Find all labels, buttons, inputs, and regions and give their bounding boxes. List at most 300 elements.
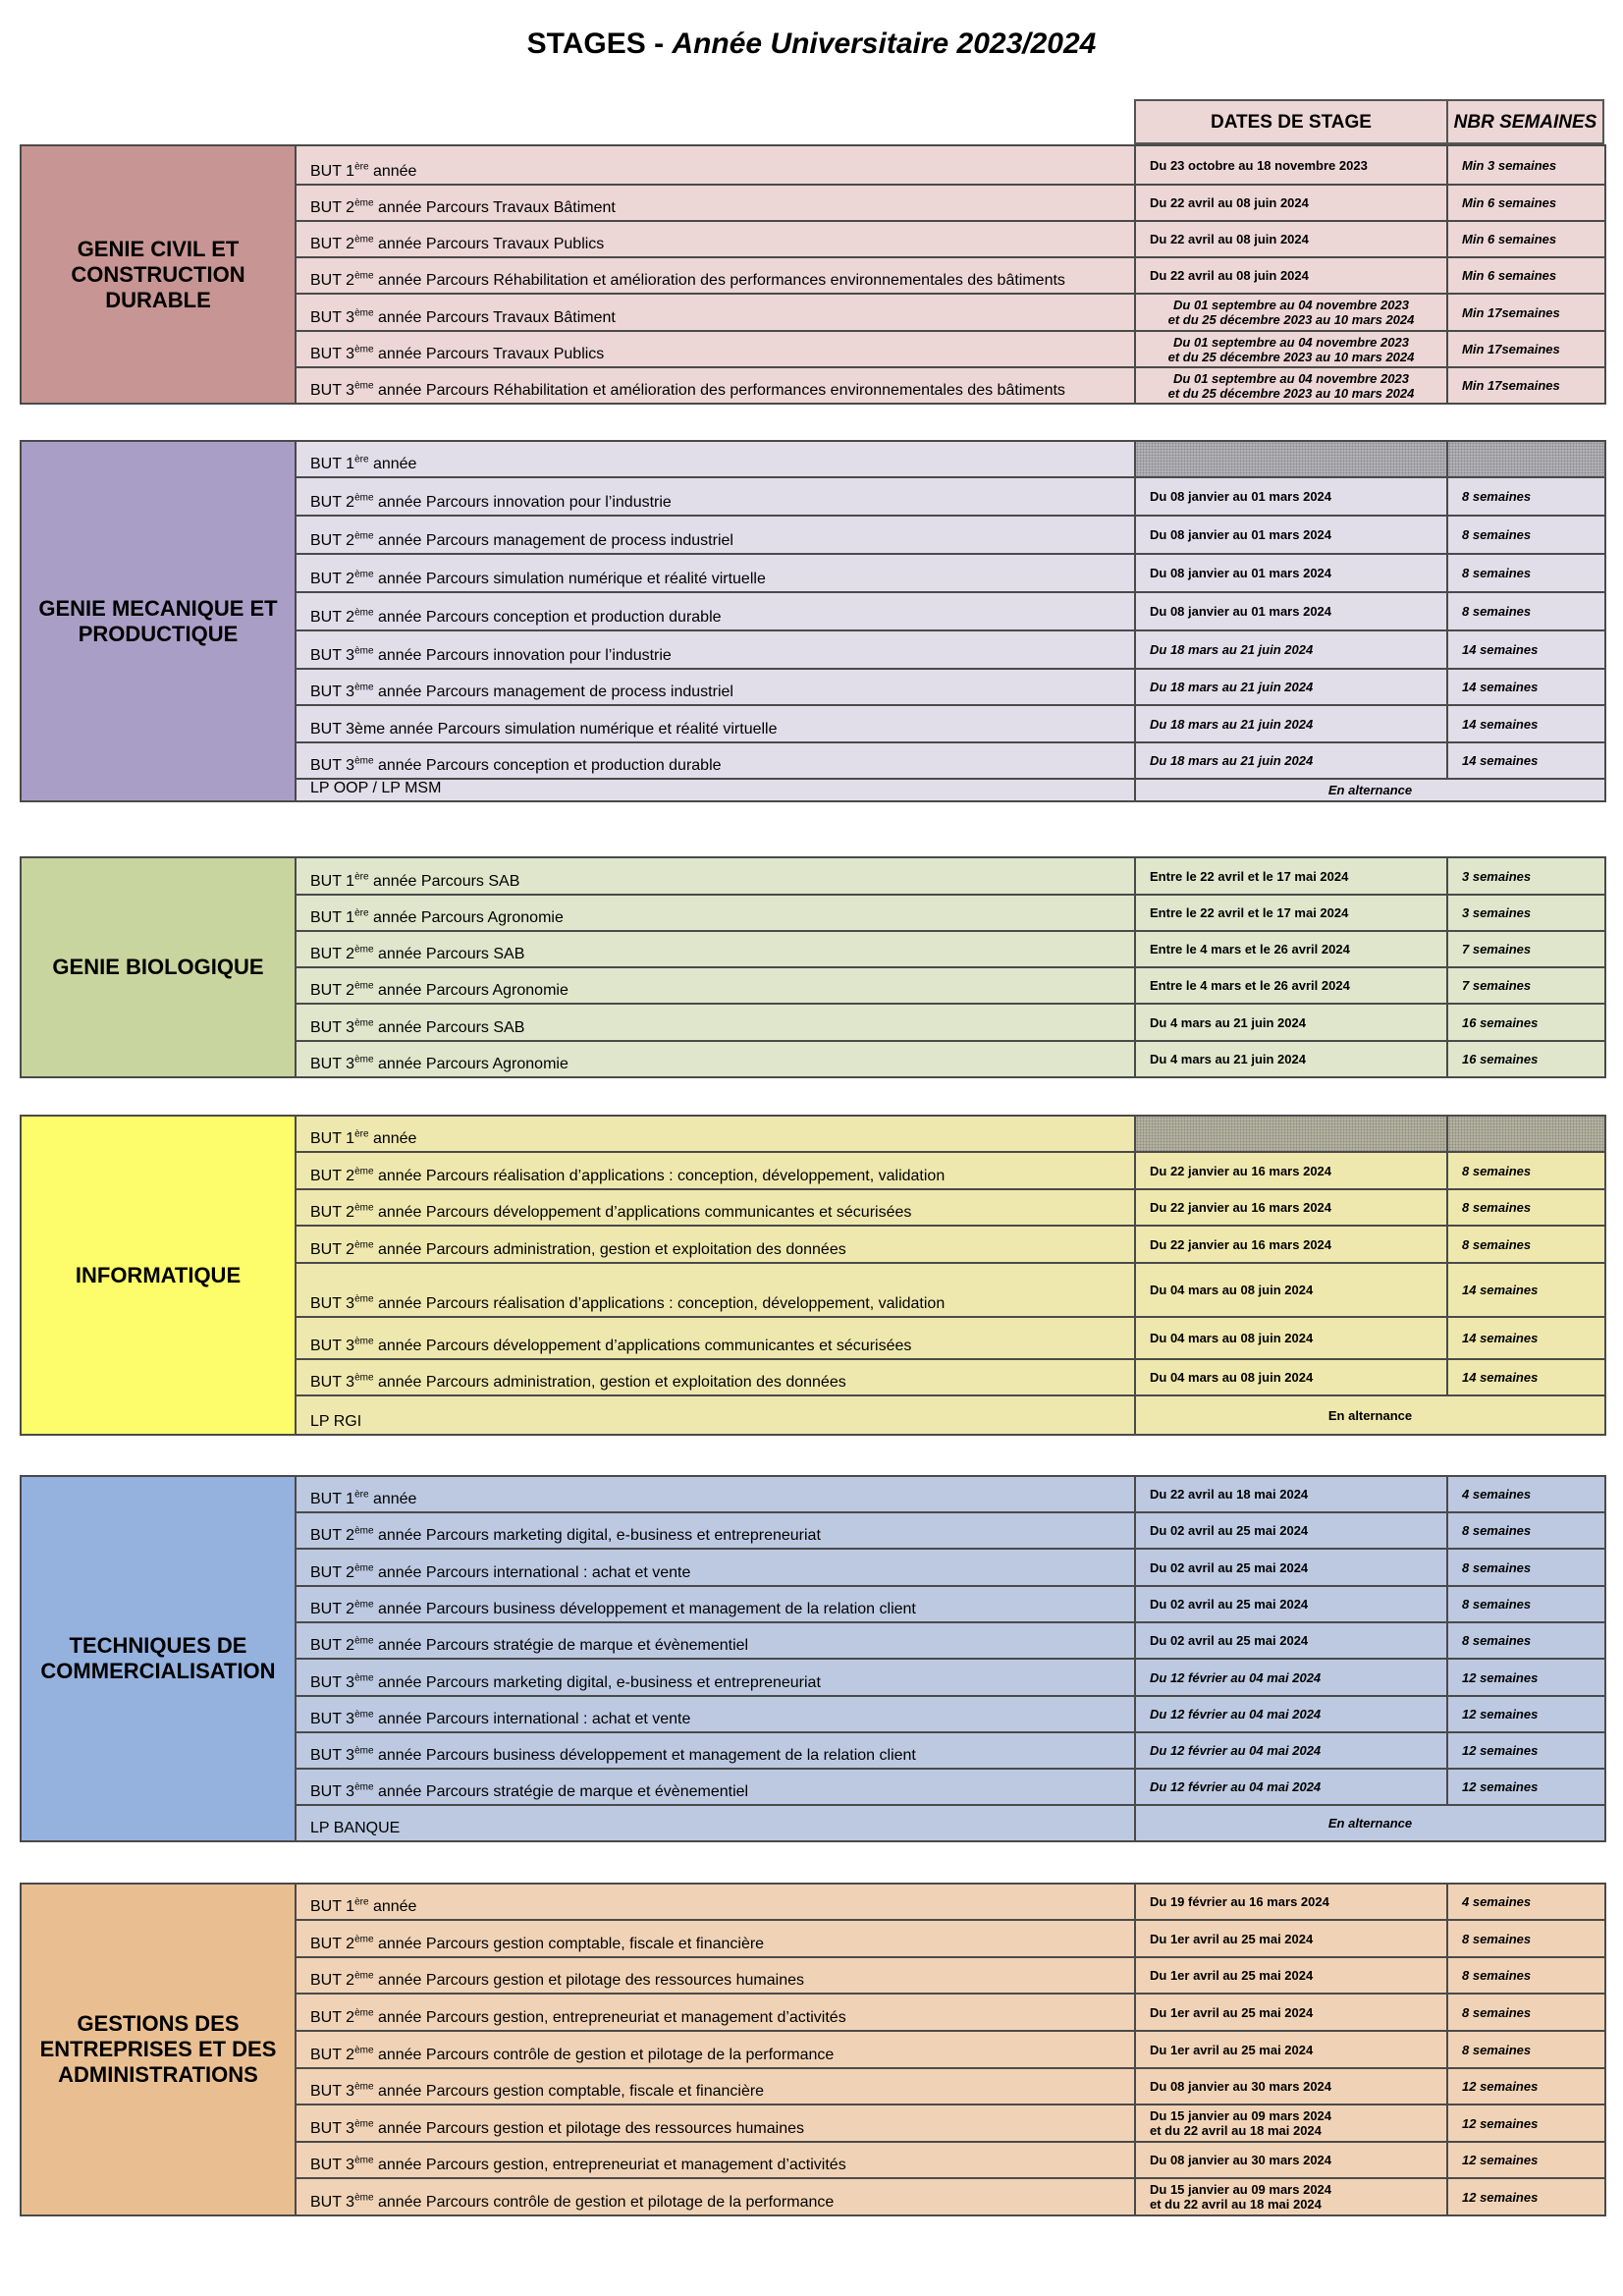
alternance-note: En alternance [1135,1395,1605,1435]
stage-weeks: 8 semaines [1447,1189,1605,1226]
program-prefix: LP OOP / LP MSM [310,780,442,796]
program-name [296,967,1135,1004]
program-detail: année Parcours marketing digital, e-business et entrepreneuriat [373,1527,821,1544]
stage-weeks: Min 17semaines [1447,367,1605,404]
stage-weeks: 12 semaines [1447,2178,1605,2215]
program-detail: année Parcours Réhabilitation et amélioration des performances environnementales des bâtiments [373,382,1065,399]
table-row [21,1884,1605,1920]
ordinal-suffix: ère [354,871,369,883]
ordinal-suffix: ème [354,1781,374,1793]
program-prefix: BUT 2 [310,982,355,999]
stage-dates: Du 15 janvier au 09 mars 2024 et du 22 avril au 18 mai 2024 [1135,2105,1447,2142]
department-name: GENIE MECANIQUE ET PRODUCTIQUE [21,441,296,801]
program-name [296,592,1135,630]
stage-weeks: 14 semaines [1447,630,1605,669]
program-prefix: BUT 2 [310,1168,355,1184]
empty-dates-cell [1135,441,1447,477]
program-prefix: BUT 2 [310,532,355,549]
program-prefix: BUT 3ème année Parcours simulation numérique et réalité virtuelle [310,721,778,738]
stage-weeks: Min 3 semaines [1447,145,1605,185]
program-detail: année Parcours Travaux Publics [373,346,605,362]
program-prefix: BUT 3 [310,309,355,326]
program-prefix: BUT 2 [310,609,355,626]
stage-dates: Du 15 janvier au 09 mars 2024 et du 22 avril au 18 mai 2024 [1135,2178,1447,2215]
stage-weeks: 8 semaines [1447,592,1605,630]
program-prefix: BUT 3 [310,346,355,362]
program-name [296,1884,1135,1920]
empty-weeks-cell [1447,1116,1605,1152]
stage-weeks: 3 semaines [1447,895,1605,931]
ordinal-suffix: ème [354,1336,374,1347]
stage-dates: Entre le 4 mars et le 26 avril 2024 [1135,967,1447,1004]
program-name [296,2142,1135,2178]
program-detail: année Parcours gestion comptable, fiscale et financière [373,2083,765,2100]
program-name [296,294,1135,331]
program-name [296,1920,1135,1957]
stage-dates: Du 04 mars au 08 juin 2024 [1135,1317,1447,1359]
ordinal-suffix: ème [354,1934,374,1945]
section-3 [20,856,1604,1076]
program-detail: année Parcours international : achat et vente [373,1711,691,1727]
stage-dates: Du 02 avril au 25 mai 2024 [1135,1549,1447,1586]
stage-weeks: 12 semaines [1447,1769,1605,1805]
program-prefix: BUT 2 [310,494,355,511]
stage-weeks: 14 semaines [1447,742,1605,779]
program-name [296,1263,1135,1317]
section-1 [20,144,1604,403]
program-name [296,1226,1135,1263]
program-name [296,1512,1135,1549]
program-detail: année Parcours développement d’applications communicantes et sécurisées [373,1204,912,1221]
stage-dates: Entre le 4 mars et le 26 avril 2024 [1135,931,1447,967]
program-prefix: BUT 3 [310,1295,355,1312]
program-prefix: BUT 3 [310,1747,355,1764]
stage-dates: Du 12 février au 04 mai 2024 [1135,1696,1447,1732]
ordinal-suffix: ème [354,492,374,504]
program-name [296,1622,1135,1659]
stage-weeks: 8 semaines [1447,1586,1605,1622]
program-detail: année [368,163,417,180]
stage-dates: Du 22 avril au 08 juin 2024 [1135,257,1447,294]
ordinal-suffix: ème [354,645,374,657]
program-name [296,1696,1135,1732]
ordinal-suffix: ème [354,380,374,392]
stage-dates: Du 22 avril au 18 mai 2024 [1135,1476,1447,1512]
program-name [296,257,1135,294]
stage-weeks: 8 semaines [1447,1957,1605,1994]
program-name [296,221,1135,257]
ordinal-suffix: ème [354,607,374,619]
stage-weeks: 12 semaines [1447,1732,1605,1769]
program-detail: année Parcours marketing digital, e-business et entrepreneuriat [373,1674,821,1691]
program-detail: année Parcours innovation pour l’industrie [373,494,672,511]
program-name [296,1004,1135,1041]
program-detail: année [368,456,417,472]
program-detail: année Parcours business développement et management de la relation client [373,1747,916,1764]
stage-weeks: 8 semaines [1447,1920,1605,1957]
program-prefix: BUT 2 [310,236,355,252]
stage-weeks: 8 semaines [1447,2031,1605,2068]
stage-dates: Du 4 mars au 21 juin 2024 [1135,1041,1447,1077]
ordinal-suffix: ème [354,569,374,580]
ordinal-suffix: ère [354,1128,369,1140]
program-detail: année Parcours Agronomie [368,909,564,926]
stage-dates: Du 19 février au 16 mars 2024 [1135,1884,1447,1920]
stage-weeks: 8 semaines [1447,554,1605,592]
program-name [296,477,1135,516]
program-name [296,742,1135,779]
alternance-note: En alternance [1135,1805,1605,1841]
program-detail: année Parcours développement d’applications communicantes et sécurisées [373,1338,912,1354]
program-detail: année Parcours réalisation d’applications : conception, développement, validation [373,1168,946,1184]
empty-weeks-cell [1447,441,1605,477]
program-name [296,516,1135,554]
header-weeks: NBR SEMAINES [1446,99,1604,144]
stage-dates: Du 08 janvier au 30 mars 2024 [1135,2068,1447,2105]
program-prefix: BUT 1 [310,163,355,180]
ordinal-suffix: ème [354,1709,374,1721]
program-prefix: BUT 1 [310,873,355,890]
ordinal-suffix: ème [354,980,374,992]
stage-dates: Du 12 février au 04 mai 2024 [1135,1732,1447,1769]
stage-dates: Du 08 janvier au 01 mars 2024 [1135,516,1447,554]
stage-weeks: Min 6 semaines [1447,185,1605,221]
department-name: GENIE BIOLOGIQUE [21,857,296,1077]
program-name [296,1586,1135,1622]
program-prefix: BUT 2 [310,2047,355,2063]
stage-weeks: 8 semaines [1447,1512,1605,1549]
program-prefix: BUT 3 [310,1019,355,1036]
ordinal-suffix: ème [354,1239,374,1251]
program-prefix: BUT 1 [310,1898,355,1915]
stage-weeks: 8 semaines [1447,1549,1605,1586]
program-prefix: BUT 2 [310,272,355,289]
stage-dates: Du 18 mars au 21 juin 2024 [1135,742,1447,779]
ordinal-suffix: ème [354,1745,374,1757]
program-detail: année Parcours SAB [373,946,525,962]
program-name [296,1359,1135,1395]
stage-dates: Du 02 avril au 25 mai 2024 [1135,1512,1447,1549]
stage-weeks: 12 semaines [1447,2105,1605,2142]
ordinal-suffix: ère [354,161,369,173]
table-row [21,441,1605,477]
ordinal-suffix: ème [354,1372,374,1384]
program-name [296,1659,1135,1696]
program-name [296,1041,1135,1077]
stage-weeks: 7 semaines [1447,931,1605,967]
stage-dates: Entre le 22 avril et le 17 mai 2024 [1135,857,1447,895]
program-prefix: BUT 3 [310,683,355,700]
stage-weeks: 7 semaines [1447,967,1605,1004]
stage-dates: Du 22 janvier au 16 mars 2024 [1135,1189,1447,1226]
stage-dates: Du 04 mars au 08 juin 2024 [1135,1359,1447,1395]
program-name [296,441,1135,477]
program-detail: année Parcours business développement et management de la relation client [373,1601,916,1617]
program-detail: année Parcours gestion comptable, fiscale et financière [373,1936,765,1952]
section-2 [20,440,1604,797]
program-name [296,2105,1135,2142]
program-name [296,2178,1135,2215]
stage-dates: Du 1er avril au 25 mai 2024 [1135,1920,1447,1957]
program-prefix: BUT 2 [310,1601,355,1617]
program-name [296,1476,1135,1512]
stage-weeks: Min 6 semaines [1447,257,1605,294]
stage-dates: Du 02 avril au 25 mai 2024 [1135,1586,1447,1622]
program-detail: année Parcours Travaux Publics [373,236,605,252]
program-prefix: BUT 3 [310,2157,355,2173]
stage-weeks: 12 semaines [1447,1659,1605,1696]
ordinal-suffix: ème [354,1599,374,1611]
ordinal-suffix: ème [354,234,374,246]
stage-dates: Du 22 avril au 08 juin 2024 [1135,221,1447,257]
table-row [21,857,1605,895]
stage-dates: Du 1er avril au 25 mai 2024 [1135,1994,1447,2031]
program-prefix: BUT 2 [310,2009,355,2026]
ordinal-suffix: ème [354,1202,374,1214]
stage-weeks: 8 semaines [1447,1152,1605,1189]
ordinal-suffix: ème [354,2155,374,2166]
ordinal-suffix: ème [354,2192,374,2204]
program-prefix: BUT 1 [310,1491,355,1507]
program-name [296,895,1135,931]
stage-dates: Du 22 janvier au 16 mars 2024 [1135,1226,1447,1263]
program-prefix: BUT 3 [310,1711,355,1727]
stage-dates: Du 04 mars au 08 juin 2024 [1135,1263,1447,1317]
stage-dates: Du 08 janvier au 01 mars 2024 [1135,477,1447,516]
stage-weeks: 3 semaines [1447,857,1605,895]
program-prefix: BUT 3 [310,1674,355,1691]
ordinal-suffix: ème [354,682,374,693]
ordinal-suffix: ème [354,755,374,767]
stage-weeks: 14 semaines [1447,1263,1605,1317]
ordinal-suffix: ème [354,944,374,956]
stage-weeks: 4 semaines [1447,1476,1605,1512]
program-prefix: BUT 3 [310,2120,355,2137]
program-detail: année Parcours gestion et pilotage des ressources humaines [373,2120,804,2137]
stage-dates: Du 12 février au 04 mai 2024 [1135,1659,1447,1696]
program-detail: année Parcours conception et production durable [373,609,722,626]
program-name [296,1769,1135,1805]
ordinal-suffix: ème [354,1017,374,1029]
stage-weeks: 8 semaines [1447,1994,1605,2031]
ordinal-suffix: ème [354,2007,374,2019]
program-prefix: BUT 1 [310,909,355,926]
program-name [296,2068,1135,2105]
program-prefix: BUT 3 [310,647,355,664]
alternance-note: En alternance [1135,779,1605,801]
program-name [296,2031,1135,2068]
program-prefix: BUT 3 [310,1056,355,1072]
program-detail: année [368,1491,417,1507]
program-name [296,857,1135,895]
stage-weeks: 12 semaines [1447,2068,1605,2105]
program-detail: année Parcours réalisation d’applications : conception, développement, validation [373,1295,946,1312]
stage-dates: Du 01 septembre au 04 novembre 2023 et du 25 décembre 2023 au 10 mars 2024 [1135,367,1447,404]
page-title [0,27,1623,61]
stage-dates: Du 02 avril au 25 mai 2024 [1135,1622,1447,1659]
program-name [296,705,1135,742]
program-prefix: BUT 2 [310,1527,355,1544]
ordinal-suffix: ème [354,2045,374,2056]
ordinal-suffix: ème [354,1672,374,1684]
stage-dates: Du 08 janvier au 30 mars 2024 [1135,2142,1447,2178]
program-prefix: BUT 2 [310,1241,355,1258]
ordinal-suffix: ème [354,307,374,319]
stage-dates: Du 1er avril au 25 mai 2024 [1135,1957,1447,1994]
program-prefix: BUT 2 [310,199,355,216]
stage-weeks: 14 semaines [1447,705,1605,742]
department-name: TECHNIQUES DE COMMERCIALISATION [21,1476,296,1841]
stage-weeks: 12 semaines [1447,1696,1605,1732]
ordinal-suffix: ème [354,2081,374,2093]
program-name [296,145,1135,185]
ordinal-suffix: ère [354,1489,369,1501]
department-name: GENIE CIVIL ET CONSTRUCTION DURABLE [21,145,296,404]
program-prefix: LP RGI [310,1413,362,1430]
empty-dates-cell [1135,1116,1447,1152]
ordinal-suffix: ème [354,270,374,282]
section-6 [20,1883,1604,2214]
ordinal-suffix: ème [354,1054,374,1066]
program-name [296,1189,1135,1226]
stage-weeks: Min 17semaines [1447,294,1605,331]
program-name [296,1395,1135,1435]
program-prefix: BUT 3 [310,1374,355,1391]
program-name [296,185,1135,221]
program-name [296,1732,1135,1769]
stage-dates: Du 1er avril au 25 mai 2024 [1135,2031,1447,2068]
program-name [296,669,1135,705]
section-5 [20,1475,1604,1840]
program-name [296,1994,1135,2031]
program-prefix: BUT 3 [310,2194,355,2211]
stage-weeks: 8 semaines [1447,1622,1605,1659]
program-detail: année Parcours Réhabilitation et amélioration des performances environnementales des bâtiments [373,272,1065,289]
program-prefix: BUT 3 [310,757,355,774]
program-detail: année Parcours Travaux Bâtiment [373,199,616,216]
stage-dates: Du 23 octobre au 18 novembre 2023 [1135,145,1447,185]
title-main: STAGES - [526,27,673,60]
program-prefix: BUT 3 [310,2083,355,2100]
stage-dates: Du 18 mars au 21 juin 2024 [1135,705,1447,742]
stage-dates: Du 12 février au 04 mai 2024 [1135,1769,1447,1805]
program-prefix: BUT 2 [310,1564,355,1581]
stage-weeks: 14 semaines [1447,1317,1605,1359]
ordinal-suffix: ème [354,197,374,209]
stage-weeks: 12 semaines [1447,2142,1605,2178]
program-detail: année Parcours SAB [373,1019,525,1036]
program-detail: année Parcours conception et production durable [373,757,722,774]
stage-weeks: 8 semaines [1447,1226,1605,1263]
table-row [21,145,1605,185]
header-dates: DATES DE STAGE [1134,99,1448,144]
stage-dates: Du 01 septembre au 04 novembre 2023 et du 25 décembre 2023 au 10 mars 2024 [1135,331,1447,367]
program-detail: année Parcours contrôle de gestion et pilotage de la performance [373,2047,835,2063]
stage-weeks: 14 semaines [1447,1359,1605,1395]
ordinal-suffix: ème [354,1525,374,1537]
stage-weeks: 4 semaines [1447,1884,1605,1920]
stage-weeks: 8 semaines [1447,477,1605,516]
stage-weeks: 8 semaines [1447,516,1605,554]
ordinal-suffix: ère [354,454,369,465]
ordinal-suffix: ème [354,1293,374,1305]
program-detail: année Parcours administration, gestion et exploitation des données [373,1374,846,1391]
program-name [296,1805,1135,1841]
stage-dates: Du 08 janvier au 01 mars 2024 [1135,554,1447,592]
program-detail: année Parcours contrôle de gestion et pilotage de la performance [373,2194,835,2211]
program-name [296,1152,1135,1189]
program-name [296,554,1135,592]
program-prefix: BUT 3 [310,382,355,399]
program-detail: année Parcours innovation pour l’industrie [373,647,672,664]
stage-dates: Du 22 avril au 08 juin 2024 [1135,185,1447,221]
stage-weeks: Min 6 semaines [1447,221,1605,257]
program-name [296,1549,1135,1586]
program-detail: année Parcours Travaux Bâtiment [373,309,616,326]
stage-dates: Du 01 septembre au 04 novembre 2023 et du 25 décembre 2023 au 10 mars 2024 [1135,294,1447,331]
department-name: GESTIONS DES ENTREPRISES ET DES ADMINISTRATIONS [21,1884,296,2215]
department-name: INFORMATIQUE [21,1116,296,1435]
ordinal-suffix: ère [354,907,369,919]
program-name [296,630,1135,669]
program-prefix: BUT 2 [310,1972,355,1989]
program-detail: année Parcours administration, gestion et exploitation des données [373,1241,846,1258]
program-detail: année Parcours simulation numérique et réalité virtuelle [373,571,766,587]
table-row [21,1116,1605,1152]
program-name [296,779,1135,801]
program-prefix: BUT 2 [310,1936,355,1952]
stage-dates: Du 18 mars au 21 juin 2024 [1135,669,1447,705]
program-prefix: BUT 2 [310,946,355,962]
program-detail: année Parcours Agronomie [373,1056,568,1072]
stage-dates: Du 08 janvier au 01 mars 2024 [1135,592,1447,630]
program-name [296,1116,1135,1152]
program-detail: année [368,1898,417,1915]
program-prefix: BUT 2 [310,571,355,587]
program-name [296,331,1135,367]
table-row [21,1476,1605,1512]
stage-weeks: 14 semaines [1447,669,1605,705]
program-name [296,1317,1135,1359]
stage-dates: Du 22 janvier au 16 mars 2024 [1135,1152,1447,1189]
program-prefix: LP BANQUE [310,1820,401,1836]
program-detail: année Parcours management de process industriel [373,683,733,700]
ordinal-suffix: ème [354,1970,374,1982]
program-name [296,367,1135,404]
stage-weeks: Min 17semaines [1447,331,1605,367]
program-detail: année [368,1130,417,1147]
stage-dates: Entre le 22 avril et le 17 mai 2024 [1135,895,1447,931]
ordinal-suffix: ème [354,2118,374,2130]
ordinal-suffix: ème [354,344,374,355]
ordinal-suffix: ème [354,1635,374,1647]
program-name [296,931,1135,967]
stage-dates: Du 4 mars au 21 juin 2024 [1135,1004,1447,1041]
ordinal-suffix: ème [354,1562,374,1574]
program-detail: année Parcours stratégie de marque et évènementiel [373,1637,749,1654]
section-4 [20,1115,1604,1434]
program-prefix: BUT 3 [310,1338,355,1354]
program-detail: année Parcours management de process industriel [373,532,733,549]
program-detail: année Parcours Agronomie [373,982,568,999]
ordinal-suffix: ère [354,1896,369,1908]
program-prefix: BUT 2 [310,1204,355,1221]
stage-dates: Du 18 mars au 21 juin 2024 [1135,630,1447,669]
stage-weeks: 16 semaines [1447,1004,1605,1041]
ordinal-suffix: ème [354,530,374,542]
program-prefix: BUT 1 [310,456,355,472]
program-prefix: BUT 3 [310,1783,355,1800]
